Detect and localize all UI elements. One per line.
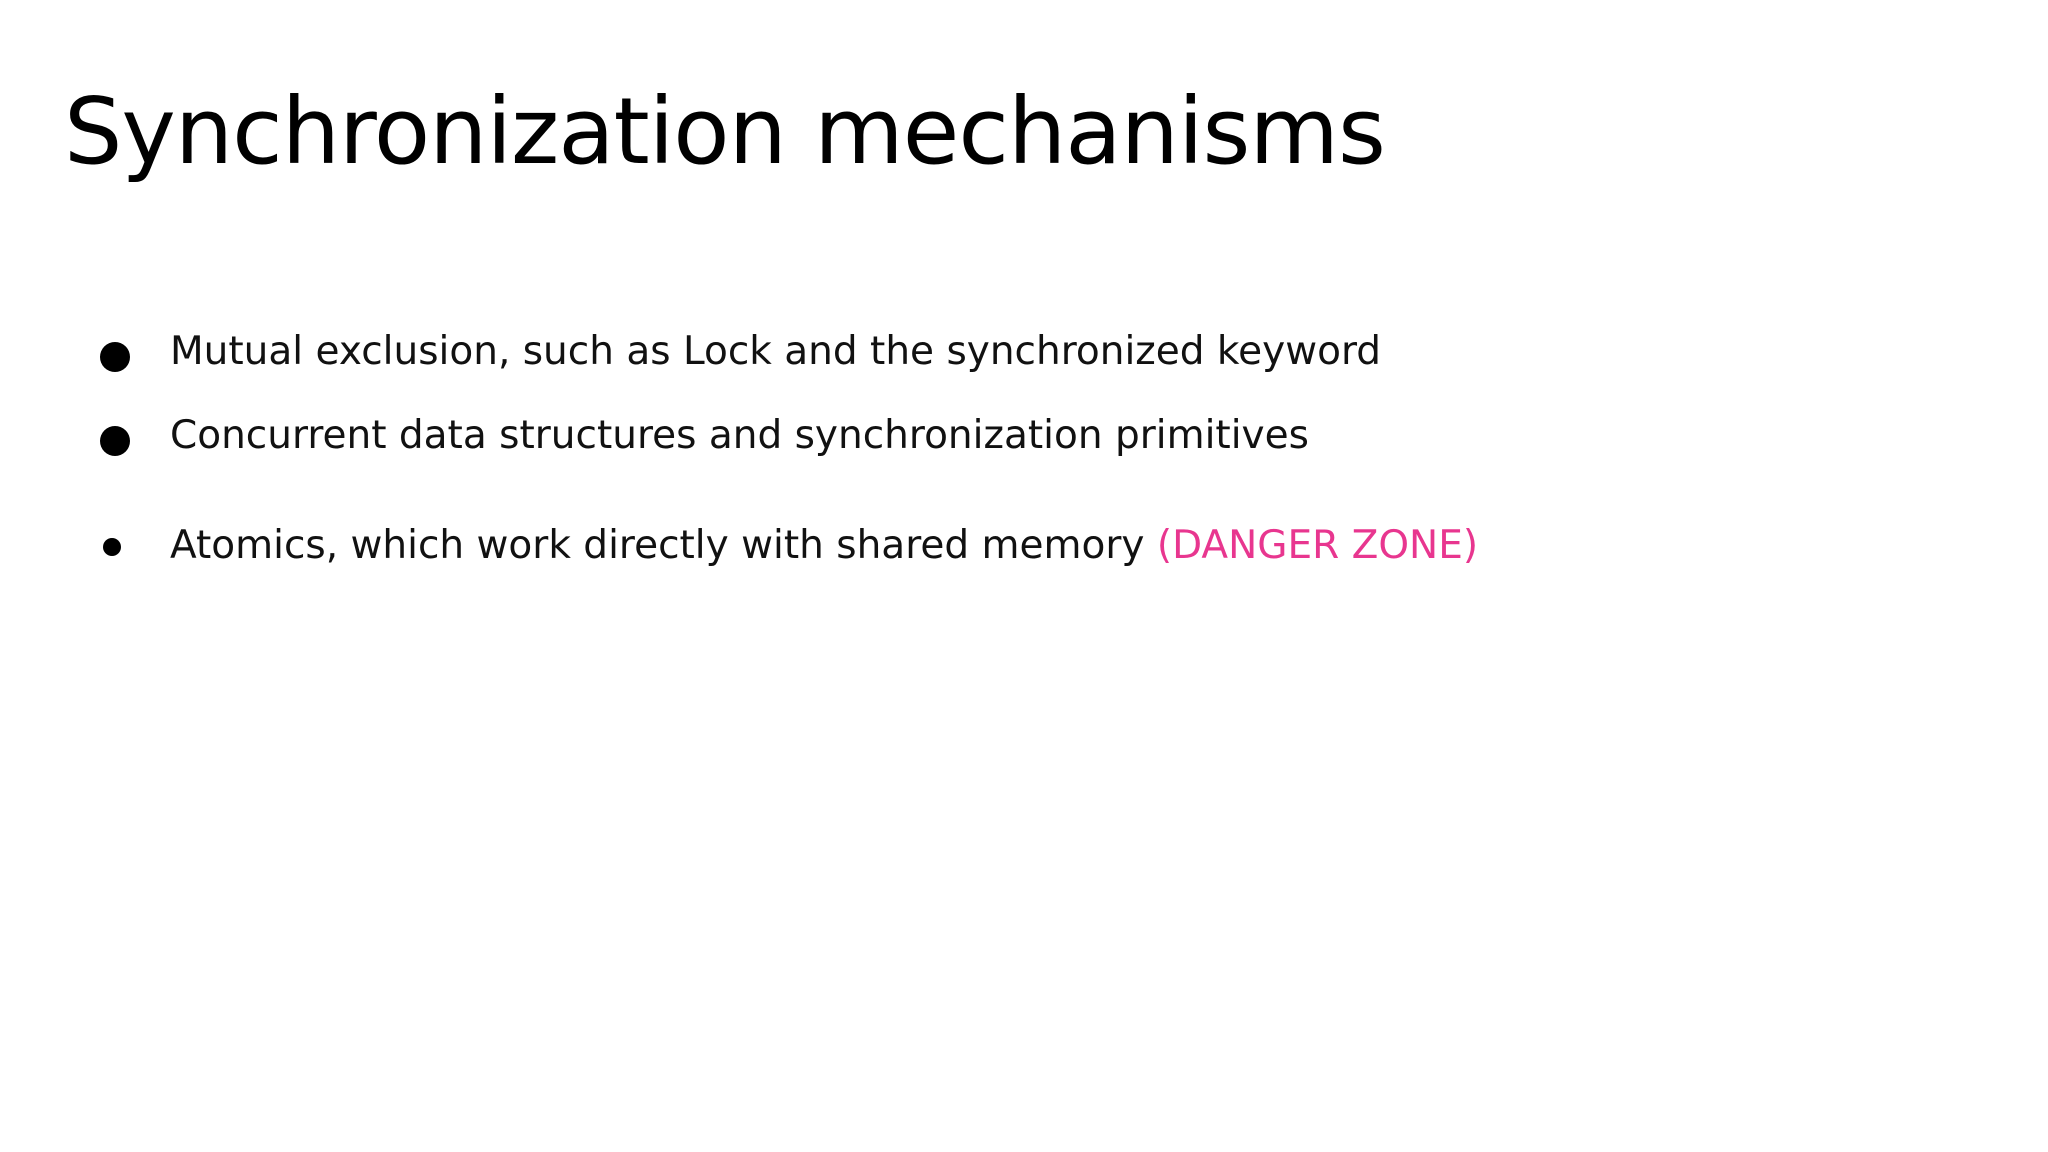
slide-title: Synchronization mechanisms bbox=[64, 78, 1385, 185]
bullet-dot-icon bbox=[103, 538, 121, 556]
bullet-dot-icon bbox=[100, 342, 130, 372]
danger-zone-label: (DANGER ZONE) bbox=[1156, 523, 1479, 568]
bullet-text: Concurrent data structures and synchronization primitives bbox=[170, 413, 1309, 458]
bullet-text: Atomics, which work directly with shared memory bbox=[170, 523, 1145, 568]
bullet-dot-icon bbox=[100, 426, 130, 456]
bullet-text-line bbox=[170, 516, 1478, 576]
bullet-text: Mutual exclusion, such as Lock and the synchronized keyword bbox=[170, 329, 1382, 374]
